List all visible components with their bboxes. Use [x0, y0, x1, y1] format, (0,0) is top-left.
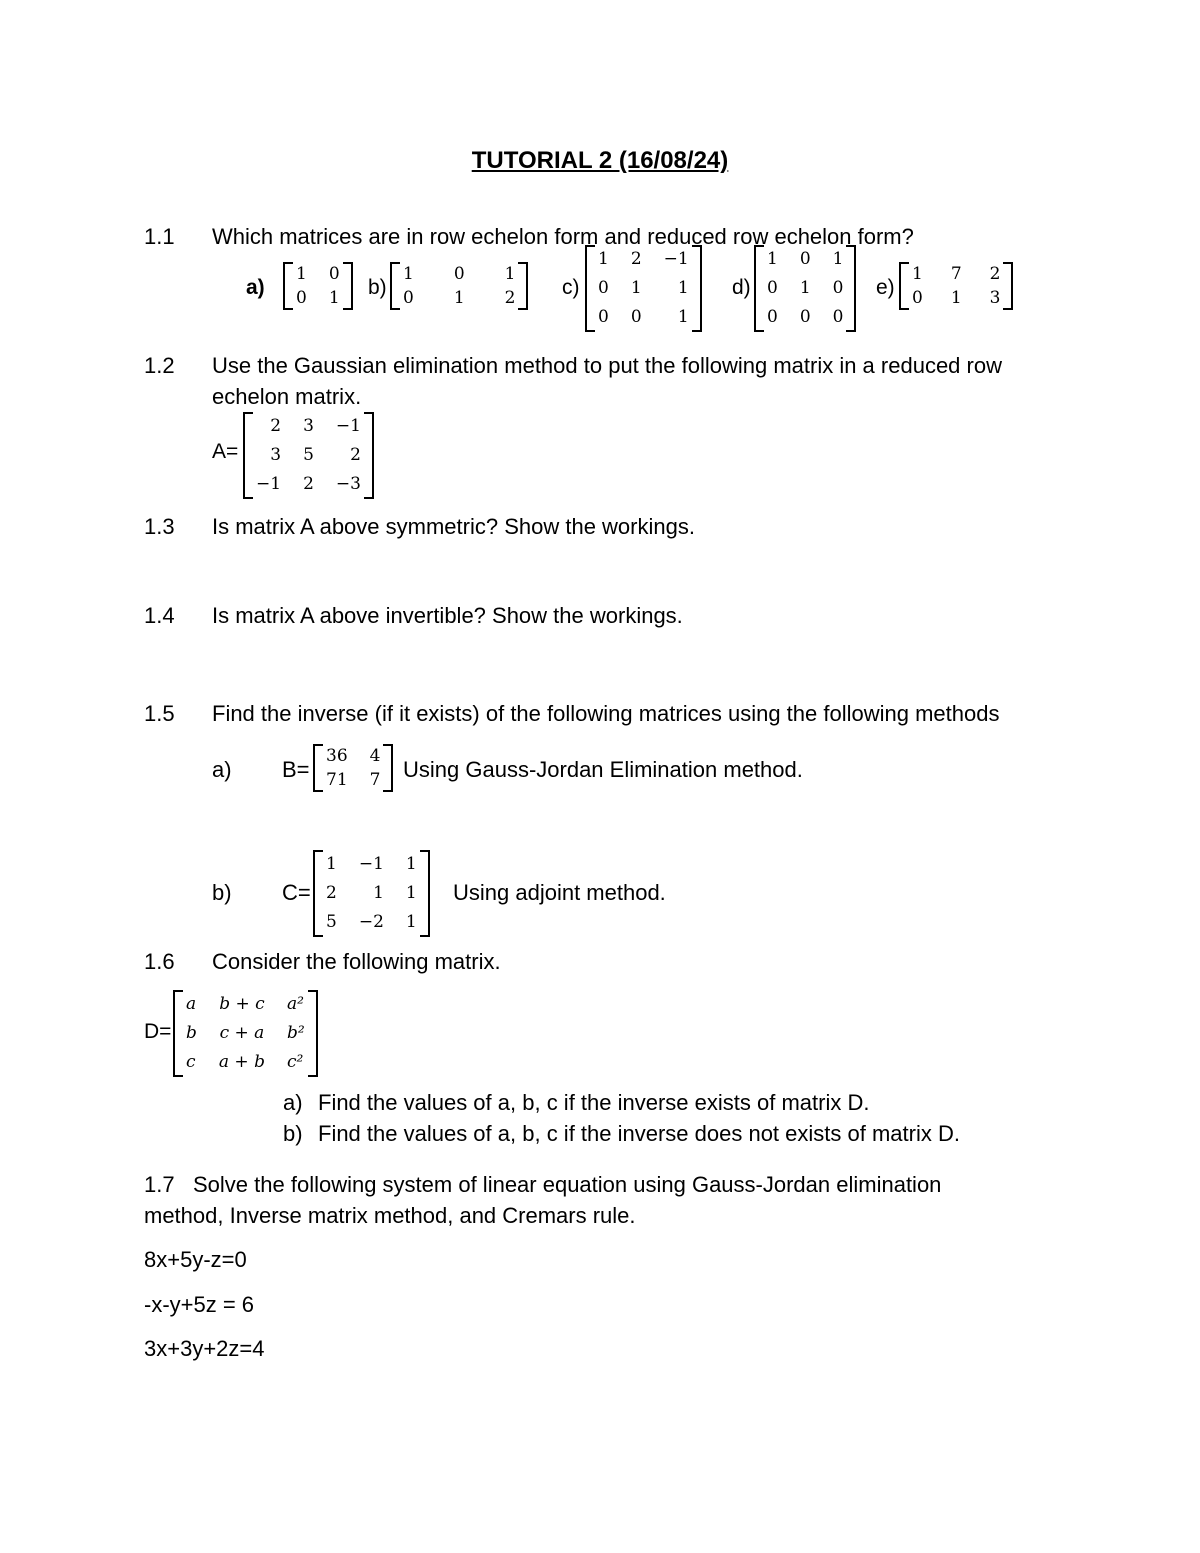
matrix-1-1-b — [390, 262, 528, 310]
matrix-cell: 1 — [799, 278, 811, 298]
matrix-cell: 1 — [405, 883, 417, 903]
matrix-cell: 0 — [328, 264, 340, 284]
matrix-cell: 0 — [799, 249, 811, 269]
matrix-cell: 5 — [303, 445, 314, 465]
matrix-cell: 0 — [767, 278, 778, 298]
matrix-cell: 3 — [989, 288, 1001, 308]
matrix-label-c: c) — [562, 276, 580, 299]
matrix-cell: 0 — [598, 278, 609, 298]
matrix-c — [313, 850, 430, 937]
page-title: TUTORIAL 2 (16/08/24) — [471, 147, 729, 174]
matrix-cell: 7 — [369, 770, 381, 790]
equation-2: -x-y+5z = 6 — [144, 1292, 255, 1317]
matrix-cell: 1 — [677, 307, 689, 327]
matrix-cell: 0 — [767, 307, 778, 327]
question-text-1-7-line2: method, Inverse matrix method, and Cremars rule. — [144, 1203, 636, 1228]
method-text-b: Using adjoint method. — [453, 880, 666, 905]
matrix-cell: 1 — [912, 264, 923, 284]
matrix-cell: −3 — [335, 474, 361, 494]
question-text-1-6: Consider the following matrix. — [212, 949, 501, 974]
matrix-cell: −1 — [663, 249, 689, 269]
matrix-cell: 1 — [328, 288, 340, 308]
matrix-cell: 1 — [950, 288, 962, 308]
part-label-a: a) — [283, 1090, 303, 1115]
question-text-1-7-line1: Solve the following system of linear equation using Gauss-Jordan elimination — [193, 1172, 942, 1197]
question-text-1-2-line2: echelon matrix. — [212, 384, 362, 409]
matrix-label-a: a) — [246, 276, 265, 299]
matrix-cell: c — [186, 1052, 196, 1072]
matrix-d-label: D= — [144, 1020, 172, 1043]
matrix-cell: −2 — [358, 912, 384, 932]
matrix-cell: 1 — [405, 912, 417, 932]
matrix-cell: 1 — [405, 854, 417, 874]
matrix-cell: 3 — [270, 445, 282, 465]
matrix-1-1-d — [754, 245, 856, 332]
equation-1: 8x+5y-z=0 — [144, 1247, 247, 1272]
question-text-1-5: Find the inverse (if it exists) of the following matrices using the following methods — [212, 701, 1000, 726]
matrix-cell: 1 — [326, 854, 337, 874]
question-text-1-2-line1: Use the Gaussian elimination method to put the following matrix in a reduced row — [212, 353, 1002, 378]
part-text-b: Find the values of a, b, c if the inverse does not exists of matrix D. — [318, 1121, 960, 1146]
question-text-1-4: Is matrix A above invertible? Show the workings. — [212, 603, 683, 628]
matrix-cell: 1 — [832, 249, 844, 269]
matrix-cell: a — [186, 994, 197, 1014]
question-number-1-1: 1.1 — [144, 224, 175, 249]
matrix-cell: a² — [286, 994, 304, 1014]
question-text-1-3: Is matrix A above symmetric? Show the workings. — [212, 514, 695, 539]
matrix-cell: 2 — [303, 474, 314, 494]
matrix-cell: 1 — [296, 264, 307, 284]
matrix-cell: b + c — [219, 994, 265, 1014]
matrix-1-1-e — [899, 262, 1013, 310]
matrix-cell: 4 — [369, 746, 381, 766]
matrix-b — [313, 744, 393, 792]
matrix-cell: −1 — [358, 854, 384, 874]
matrix-cell: c² — [286, 1052, 304, 1072]
matrix-b-label: B= — [282, 757, 310, 782]
matrix-cell: 36 — [326, 746, 348, 766]
matrix-cell: 0 — [296, 288, 307, 308]
equation-3: 3x+3y+2z=4 — [144, 1336, 265, 1361]
question-number-1-6: 1.6 — [144, 949, 175, 974]
matrix-a — [243, 412, 374, 499]
matrix-cell: b — [186, 1023, 197, 1043]
matrix-cell: 7 — [950, 264, 962, 284]
matrix-cell: 2 — [350, 445, 361, 465]
method-text-a: Using Gauss-Jordan Elimination method. — [403, 757, 803, 782]
matrix-cell: 2 — [504, 288, 516, 308]
part-label-b: b) — [212, 880, 232, 905]
matrix-cell: 1 — [677, 278, 689, 298]
matrix-cell: 1 — [598, 249, 609, 269]
question-number-1-4: 1.4 — [144, 603, 175, 628]
matrix-cell: 1 — [453, 288, 465, 308]
matrix-cell: 0 — [832, 278, 844, 298]
matrix-cell: 0 — [598, 307, 609, 327]
matrix-cell: 1 — [373, 883, 384, 903]
matrix-cell: a + b — [218, 1052, 265, 1072]
question-number-1-7: 1.7 — [144, 1172, 175, 1197]
part-text-a: Find the values of a, b, c if the inverse exists of matrix D. — [318, 1090, 870, 1115]
matrix-cell: 2 — [326, 883, 337, 903]
matrix-cell: 71 — [326, 770, 348, 790]
question-text-1-1: Which matrices are in row echelon form and reduced row echelon form? — [212, 224, 914, 249]
matrix-1-1-c — [585, 245, 702, 332]
matrix-cell: −1 — [256, 474, 282, 494]
question-number-1-2: 1.2 — [144, 353, 175, 378]
matrix-1-1-a — [283, 262, 353, 310]
matrix-c-label: C= — [282, 880, 311, 905]
matrix-cell: 2 — [630, 249, 642, 269]
matrix-cell: 0 — [832, 307, 844, 327]
matrix-cell: 1 — [630, 278, 642, 298]
matrix-label-d: d) — [732, 276, 751, 299]
question-number-1-3: 1.3 — [144, 514, 175, 539]
part-label-b: b) — [283, 1121, 303, 1146]
matrix-label-b: b) — [368, 276, 387, 299]
question-number-1-5: 1.5 — [144, 701, 175, 726]
matrix-cell: 0 — [912, 288, 923, 308]
matrix-cell: 2 — [989, 264, 1001, 284]
matrix-cell: 0 — [403, 288, 414, 308]
part-label-a: a) — [212, 757, 232, 782]
matrix-cell: 1 — [403, 264, 414, 284]
matrix-cell: 3 — [303, 416, 314, 436]
matrix-cell: c + a — [219, 1023, 265, 1043]
matrix-a-label: A= — [212, 440, 239, 463]
matrix-cell: 2 — [270, 416, 282, 436]
matrix-cell: 0 — [453, 264, 465, 284]
matrix-cell: 1 — [504, 264, 516, 284]
matrix-cell: −1 — [335, 416, 361, 436]
matrix-cell: 1 — [767, 249, 778, 269]
matrix-d — [173, 990, 318, 1077]
matrix-cell: b² — [286, 1023, 305, 1043]
matrix-cell: 5 — [326, 912, 337, 932]
matrix-cell: 0 — [799, 307, 811, 327]
matrix-cell: 0 — [630, 307, 642, 327]
matrix-label-e: e) — [876, 276, 895, 299]
